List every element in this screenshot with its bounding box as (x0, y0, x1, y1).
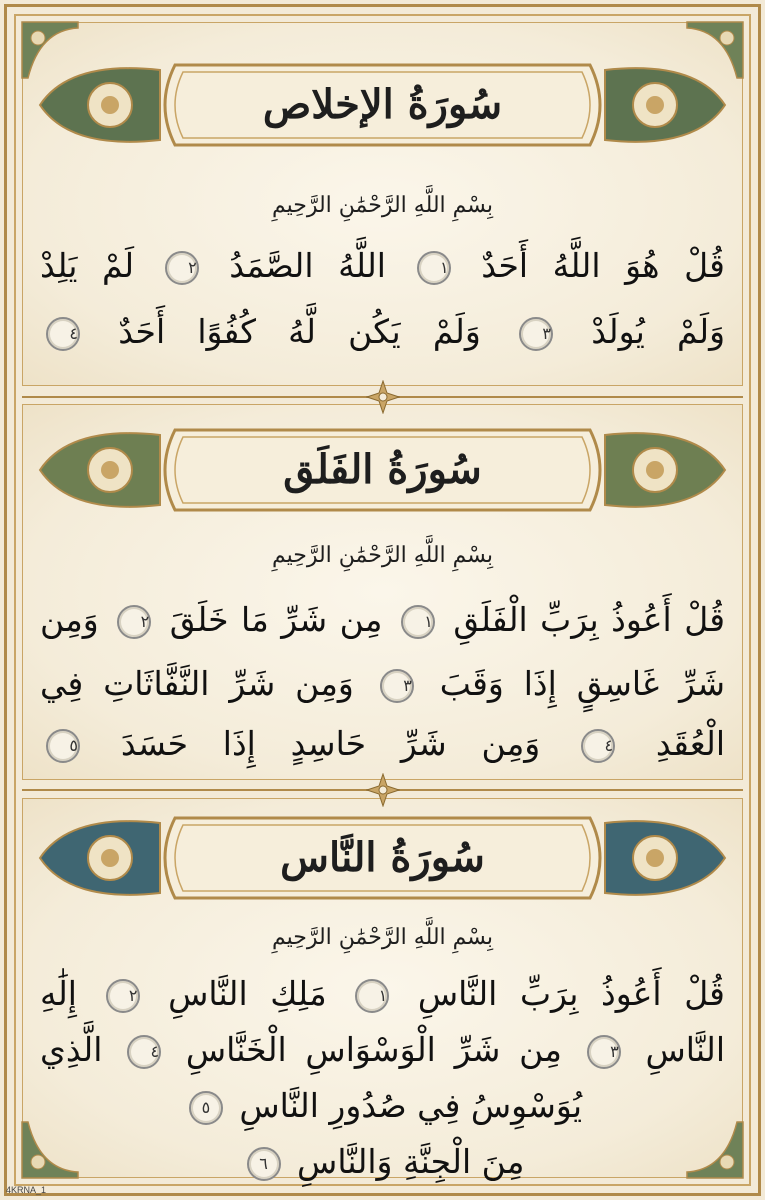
ayah-line (40, 1024, 725, 1076)
ayah-number-marker: ٤ (46, 317, 80, 351)
ayah-text: مِن شَرِّ مَا خَلَقَ (169, 600, 383, 639)
basmala: بِسْمِ اللَّهِ الرَّحْمَٰنِ الرَّحِيمِ (271, 543, 494, 568)
ayah-line (40, 240, 725, 292)
ayah-line (40, 306, 725, 358)
ayah-number-marker: ٣ (587, 1035, 621, 1069)
ayah-line (40, 594, 725, 646)
ayah-line (40, 658, 725, 710)
surah-title: سُورَةُ الفَلَق (283, 446, 482, 493)
ayah-text: وَلَمْ يُولَدْ (591, 312, 726, 351)
basmala: بِسْمِ اللَّهِ الرَّحْمَٰنِ الرَّحِيمِ (271, 193, 494, 218)
ayah-number-marker: ١ (355, 979, 389, 1013)
ayah-number-marker: ٢ (106, 979, 140, 1013)
ayah-text: يُوَسْوِسُ فِي صُدُورِ النَّاسِ (239, 1086, 583, 1125)
surah-title: سُورَةُ الإخلاص (262, 81, 503, 128)
ayah-number-marker: ١ (417, 251, 451, 285)
ayah-text: وَمِن شَرِّ النَّفَّاثَاتِ فِي (40, 664, 354, 703)
ayah-line (40, 1136, 725, 1188)
ayah-text: قُلْ أَعُوذُ بِرَبِّ النَّاسِ (417, 974, 725, 1013)
ayah-text: إِلَٰهِ (40, 974, 77, 1013)
surah-title: سُورَةُ النَّاس (280, 834, 485, 881)
ayah-number-marker: ٥ (46, 729, 80, 763)
divider-2 (22, 781, 743, 799)
watermark: 4KRNA_1 (6, 1185, 47, 1195)
ayah-text: وَمِن شَرِّ حَاسِدٍ إِذَا حَسَدَ (120, 724, 541, 763)
ayah-text: قُلْ أَعُوذُ بِرَبِّ الْفَلَقِ (453, 600, 725, 639)
ayah-text: مَلِكِ النَّاسِ (168, 974, 327, 1013)
ayah-number-marker: ٣ (519, 317, 553, 351)
ayah-text: وَلَمْ يَكُن لَّهُ كُفُوًا أَحَدٌ (118, 312, 481, 351)
ayah-number-marker: ٢ (117, 605, 151, 639)
ayah-line (40, 718, 725, 770)
ayah-text: شَرِّ غَاسِقٍ إِذَا وَقَبَ (439, 664, 725, 703)
basmala: بِسْمِ اللَّهِ الرَّحْمَٰنِ الرَّحِيمِ (271, 925, 494, 950)
ayah-text: الَّذِي (40, 1030, 103, 1069)
ayah-number-marker: ٥ (189, 1091, 223, 1125)
ayah-text: الْعُقَدِ (655, 724, 726, 763)
ayah-line (40, 968, 725, 1020)
ayah-number-marker: ٤ (581, 729, 615, 763)
ayah-number-marker: ٤ (127, 1035, 161, 1069)
ayah-number-marker: ٣ (380, 669, 414, 703)
ayah-text: النَّاسِ (645, 1030, 726, 1069)
star-ornament-icon (366, 380, 400, 414)
star-ornament-icon (366, 773, 400, 807)
ayah-text: لَمْ يَلِدْ (40, 246, 135, 285)
ayah-number-marker: ١ (401, 605, 435, 639)
ayah-text: مِنَ الْجِنَّةِ وَالنَّاسِ (297, 1142, 525, 1181)
ayah-text: قُلْ هُوَ اللَّهُ أَحَدٌ (481, 246, 725, 285)
ayah-line (40, 1080, 725, 1132)
ayah-text: مِن شَرِّ الْوَسْوَاسِ الْخَنَّاسِ (185, 1030, 562, 1069)
ayah-number-marker: ٢ (165, 251, 199, 285)
ayah-text: اللَّهُ الصَّمَدُ (229, 246, 386, 285)
ayah-number-marker: ٦ (247, 1147, 281, 1181)
ayah-text: وَمِن (40, 600, 99, 639)
divider-1 (22, 388, 743, 406)
